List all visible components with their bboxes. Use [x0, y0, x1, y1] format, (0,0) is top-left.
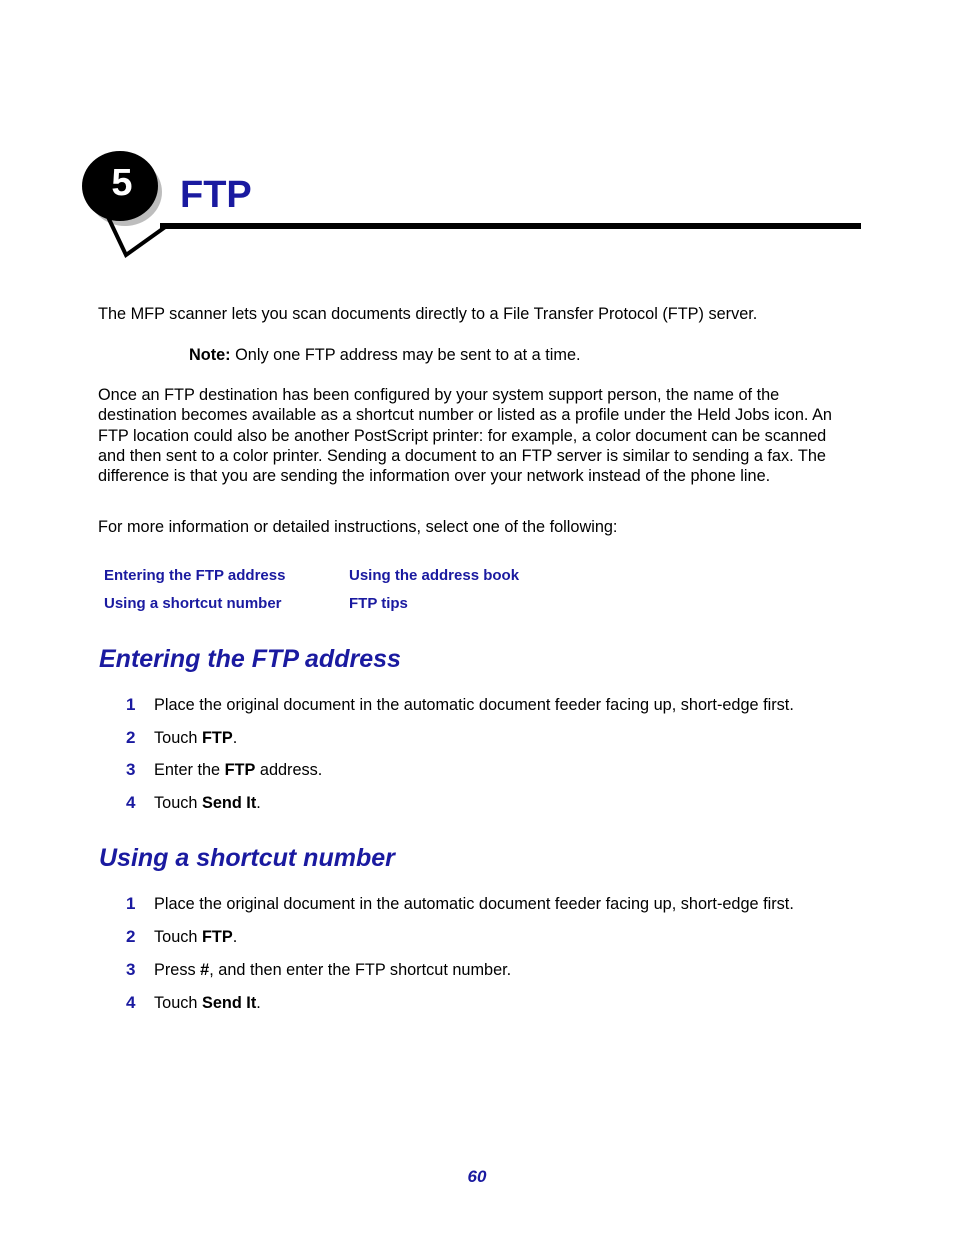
chapter-number-badge — [78, 145, 178, 265]
link-using-address-book[interactable]: Using the address book — [349, 567, 520, 584]
section-heading-entering-ftp-address: Entering the FTP address — [99, 645, 401, 673]
step-number: 3 — [126, 960, 136, 979]
link-ftp-tips[interactable]: FTP tips — [349, 595, 408, 612]
note-text: Only one FTP address may be sent to at a time. — [235, 346, 581, 364]
step-text: Touch Send It. — [154, 994, 261, 1012]
link-using-shortcut-number[interactable]: Using a shortcut number — [104, 595, 282, 612]
title-rule — [160, 223, 861, 229]
chapter-number: 5 — [111, 162, 133, 204]
step-text: Place the original document in the automatic document feeder facing up, short-edge first. — [154, 696, 794, 714]
step-number: 2 — [126, 728, 136, 747]
link-entering-ftp-address[interactable]: Entering the FTP address — [104, 567, 286, 584]
step-text: Press #, and then enter the FTP shortcut number. — [154, 961, 512, 979]
step-number: 1 — [126, 695, 136, 714]
step-number: 3 — [126, 760, 136, 779]
step-number: 2 — [126, 927, 136, 946]
step-text: Place the original document in the automatic document feeder facing up, short-edge first. — [154, 895, 794, 913]
note — [189, 345, 581, 365]
section-heading-using-shortcut-number: Using a shortcut number — [99, 844, 395, 872]
chapter-title: FTP — [180, 174, 252, 216]
step-number: 1 — [126, 894, 136, 913]
step-text: Touch Send It. — [154, 794, 261, 812]
step-number: 4 — [126, 993, 136, 1012]
step-text: Enter the FTP address. — [154, 761, 323, 779]
more-info-paragraph: For more information or detailed instructions, select one of the following: — [98, 518, 618, 536]
page-number: 60 — [467, 1167, 487, 1186]
intro-paragraph: The MFP scanner lets you scan documents directly to a File Transfer Protocol (FTP) server. — [98, 305, 758, 323]
step-text: Touch FTP. — [154, 729, 238, 747]
step-number: 4 — [126, 793, 136, 812]
body-paragraph: Once an FTP destination has been configured by your system support person, the name of the destination becomes available as a shortcut number or listed as a profile under the Held Jobs icon. An FTP location could also be another PostScript printer: for example, a color document can be scanned and then sent to a color printer. Sending a document to an FTP server is similar to sending a fax. The difference is that you are sending the information over your network instead of the phone line. — [98, 386, 832, 486]
step-text: Touch FTP. — [154, 928, 238, 946]
note-label: Note: — [189, 346, 231, 364]
